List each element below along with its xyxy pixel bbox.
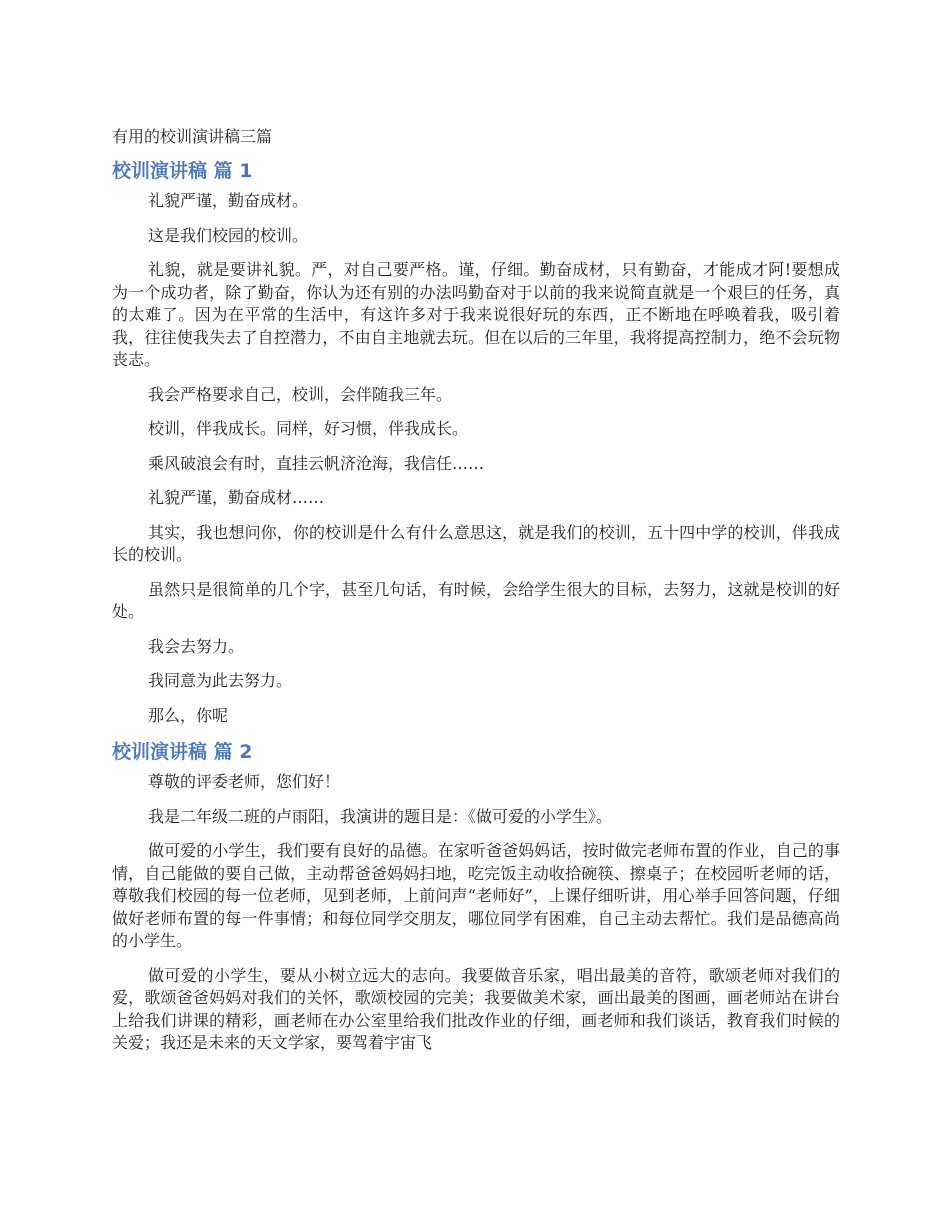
document-title: 有用的校训演讲稿三篇 bbox=[112, 127, 273, 146]
section-heading: 校训演讲稿 篇 2 bbox=[112, 741, 253, 763]
paragraph: 乘风破浪会有时，直挂云帆济沧海，我信任…… bbox=[148, 453, 485, 473]
paragraph: 其实，我也想问你，你的校训是什么有什么意思这，就是我们的校训，五十四中学的校训，伴我成长的校训。 bbox=[112, 522, 840, 564]
paragraph: 做可爱的小学生，要从小树立远大的志向。我要做音乐家，唱出最美的音符，歌颂老师对我们的爱，歌颂爸爸妈妈对我们的关怀，歌颂校园的完美；我要做美术家，画出最美的图画，画老师站在讲台上给我们讲课的精彩，画老师在办公室里给我们批改作业的仔细，画老师和我们谈话，教育我们时候的关爱；我还是未来的天文学家，要驾着宇宙飞 bbox=[112, 965, 840, 1052]
section-1 bbox=[112, 158, 840, 727]
paragraph: 我会严格要求自己，校训，会伴随我三年。 bbox=[148, 384, 453, 404]
paragraph: 尊敬的评委老师，您们好！ bbox=[148, 772, 341, 791]
paragraph: 虽然只是很简单的几个字，甚至几句话，有时候，会给学生很大的目标，去努力，这就是校训的好处。 bbox=[112, 579, 840, 621]
paragraph: 那么，你呢 bbox=[148, 705, 229, 725]
paragraph: 我是二年级二班的卢雨阳，我演讲的题目是：《做可爱的小学生》。 bbox=[148, 806, 613, 826]
paragraph: 这是我们校园的校训。 bbox=[148, 225, 309, 245]
document-page bbox=[112, 124, 840, 1067]
paragraph: 礼貌，就是要讲礼貌。严，对自己要严格。谨，仔细。勤奋成材，只有勤奋，才能成才阿!要想成为一个成功者，除了勤奋，你认为还有别的办法吗勤奋对于以前的我来说简直就是一个艰巨的任务，真的太难了。因为在平常的生活中，有这许多对于我来说很好玩的东西，正不断地在呼唤着我，吸引着我，往往使我失去了自控潜力，不由自主地就去玩。但在以后的三年里，我将提高控制力，绝不会玩物丧志。 bbox=[112, 260, 840, 369]
paragraph: 做可爱的小学生，我们要有良好的品德。在家听爸爸妈妈话，按时做完老师布置的作业，自己的事情，自己能做的要自己做，主动帮爸爸妈妈扫地，吃完饭主动收拾碗筷、擦桌子；在校园听老师的话，尊敬我们校园的每一位老师，见到老师，上前问声“老师好”，上课仔细听讲，用心举手回答问题，仔细做好老师布置的每一件事情；和每位同学交朋友，哪位同学有困难，自己主动去帮忙。我们是品德高尚的小学生。 bbox=[112, 841, 840, 950]
section-heading: 校训演讲稿 篇 1 bbox=[112, 160, 253, 182]
paragraph: 我同意为此去努力。 bbox=[148, 671, 293, 690]
paragraph: 礼貌严谨，勤奋成材。 bbox=[148, 191, 309, 210]
paragraph: 礼貌严谨，勤奋成材…… bbox=[148, 488, 325, 507]
section-2 bbox=[112, 739, 840, 1055]
paragraph: 校训，伴我成长。同样，好习惯，伴我成长。 bbox=[148, 419, 469, 438]
paragraph: 我会去努力。 bbox=[148, 636, 245, 656]
